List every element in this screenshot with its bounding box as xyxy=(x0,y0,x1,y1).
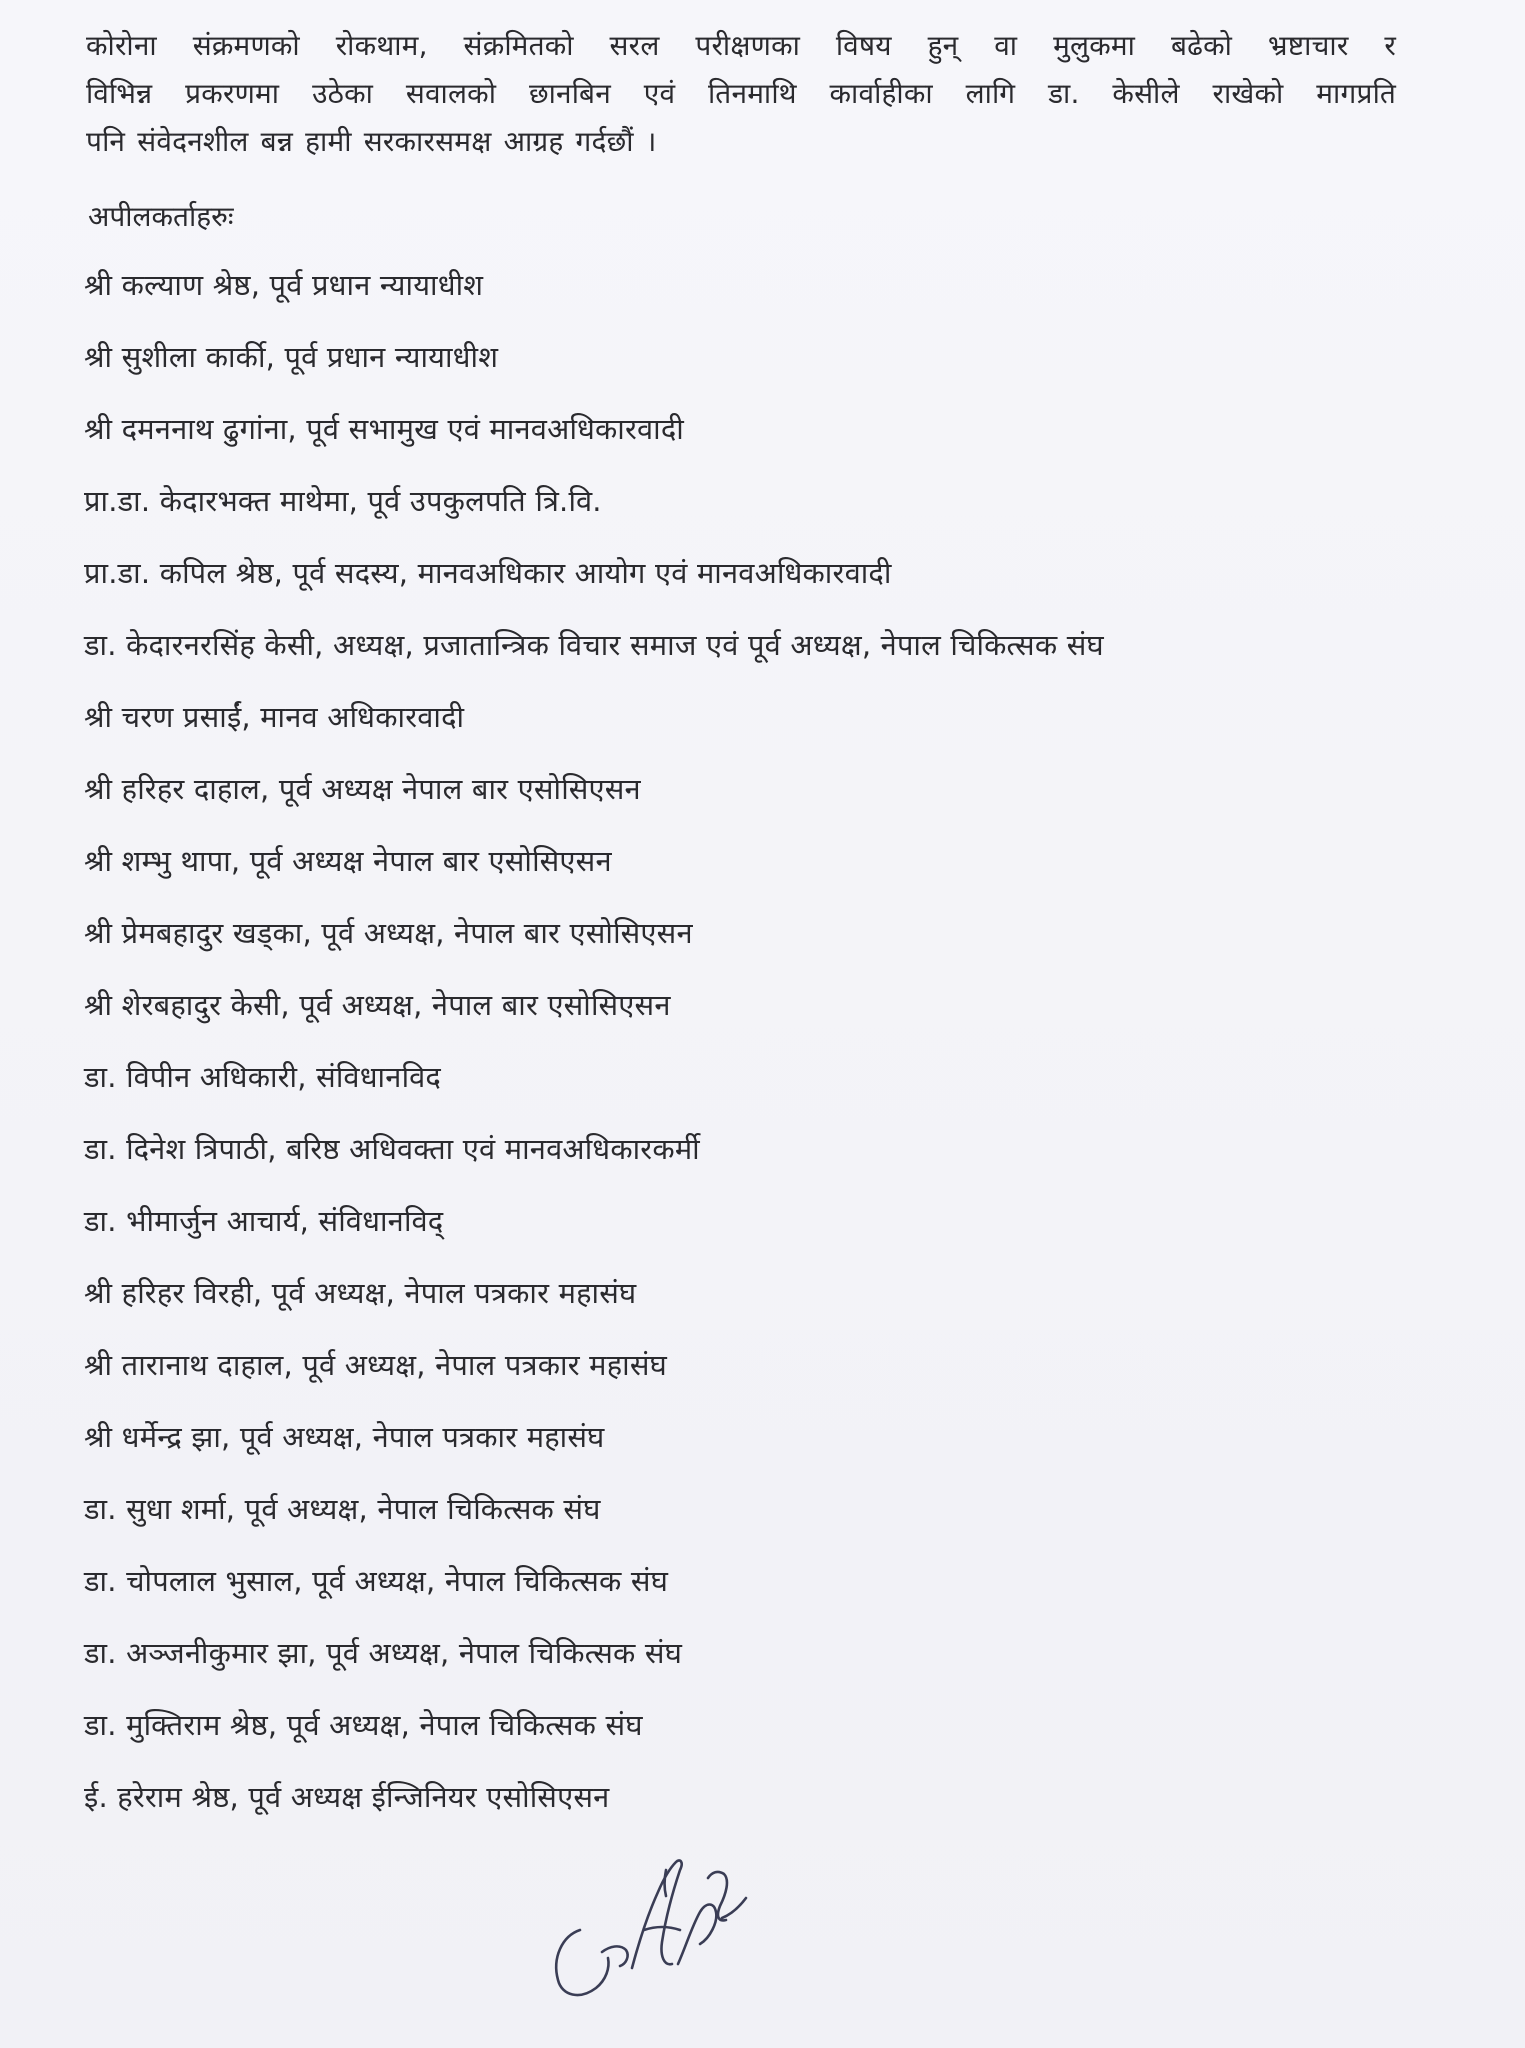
intro-line: कोरोना संक्रमणको रोकथाम, संक्रमितको सरल परीक्षणका विषय हुन् वा मुलुकमा बढेको भ्रष्टाचार र xyxy=(86,29,1396,62)
appellant-item: श्री चरण प्रसाईं, मानव अधिकारवादी xyxy=(84,700,465,734)
appellant-item: श्री शेरबहादुर केसी, पूर्व अध्यक्ष, नेपाल बार एसोसिएसन xyxy=(84,988,671,1022)
appellant-item: डा. चोपलाल भुसाल, पूर्व अध्यक्ष, नेपाल चिकित्सक संघ xyxy=(84,1564,669,1598)
appellant-item: श्री दमननाथ ढुगांना, पूर्व सभामुख एवं मानवअधिकारवादी xyxy=(84,412,685,446)
appellant-item: श्री शम्भु थापा, पूर्व अध्यक्ष नेपाल बार एसोसिएसन xyxy=(84,844,612,878)
signature-icon xyxy=(540,1818,770,2018)
appellant-item: श्री कल्याण श्रेष्ठ, पूर्व प्रधान न्यायाधीश xyxy=(84,268,484,302)
intro-line: विभिन्न प्रकरणमा उठेका सवालको छानबिन एवं तिनमाथि कार्वाहीका लागि डा. केसीले राखेको मागप्रति xyxy=(86,77,1396,110)
appellant-item: डा. केदारनरसिंह केसी, अध्यक्ष, प्रजातान्त्रिक विचार समाज एवं पूर्व अध्यक्ष, नेपाल चिकित्सक संघ xyxy=(84,628,1104,662)
appellant-item: श्री हरिहर विरही, पूर्व अध्यक्ष, नेपाल पत्रकार महासंघ xyxy=(84,1276,637,1310)
appellant-item: श्री तारानाथ दाहाल, पूर्व अध्यक्ष, नेपाल पत्रकार महासंघ xyxy=(84,1348,667,1382)
appellants-heading: अपीलकर्ताहरुः xyxy=(88,200,234,233)
intro-line: पनि संवेदनशील बन्न हामी सरकारसमक्ष आग्रह गर्दछौं । xyxy=(86,125,657,158)
appellant-item: प्रा.डा. कपिल श्रेष्ठ, पूर्व सदस्य, मानवअधिकार आयोग एवं मानवअधिकारवादी xyxy=(84,556,892,590)
appellant-item: प्रा.डा. केदारभक्त माथेमा, पूर्व उपकुलपति त्रि.वि. xyxy=(84,484,602,518)
appellant-item: डा. अञ्जनीकुमार झा, पूर्व अध्यक्ष, नेपाल चिकित्सक संघ xyxy=(84,1636,683,1670)
appellant-item: डा. भीमार्जुन आचार्य, संविधानविद् xyxy=(84,1204,444,1238)
appellant-item: श्री सुशीला कार्की, पूर्व प्रधान न्यायाधीश xyxy=(84,340,499,374)
appellant-item: ई. हरेराम श्रेष्ठ, पूर्व अध्यक्ष ईन्जिनियर एसोसिएसन xyxy=(84,1780,610,1814)
appellants-list xyxy=(84,257,1104,1841)
appellant-item: श्री हरिहर दाहाल, पूर्व अध्यक्ष नेपाल बार एसोसिएसन xyxy=(84,772,641,806)
appellant-item: डा. विपीन अधिकारी, संविधानविद xyxy=(84,1060,442,1094)
appellant-item: डा. दिनेश त्रिपाठी, बरिष्ठ अधिवक्ता एवं मानवअधिकारकर्मी xyxy=(84,1132,700,1166)
intro-paragraph xyxy=(86,22,1396,166)
appellant-item: श्री प्रेमबहादुर खड्का, पूर्व अध्यक्ष, नेपाल बार एसोसिएसन xyxy=(84,916,693,950)
appellant-item: डा. मुक्तिराम श्रेष्ठ, पूर्व अध्यक्ष, नेपाल चिकित्सक संघ xyxy=(84,1708,643,1742)
appellant-item: श्री धर्मेन्द्र झा, पूर्व अध्यक्ष, नेपाल पत्रकार महासंघ xyxy=(84,1420,605,1454)
appellant-item: डा. सुधा शर्मा, पूर्व अध्यक्ष, नेपाल चिकित्सक संघ xyxy=(84,1492,601,1526)
